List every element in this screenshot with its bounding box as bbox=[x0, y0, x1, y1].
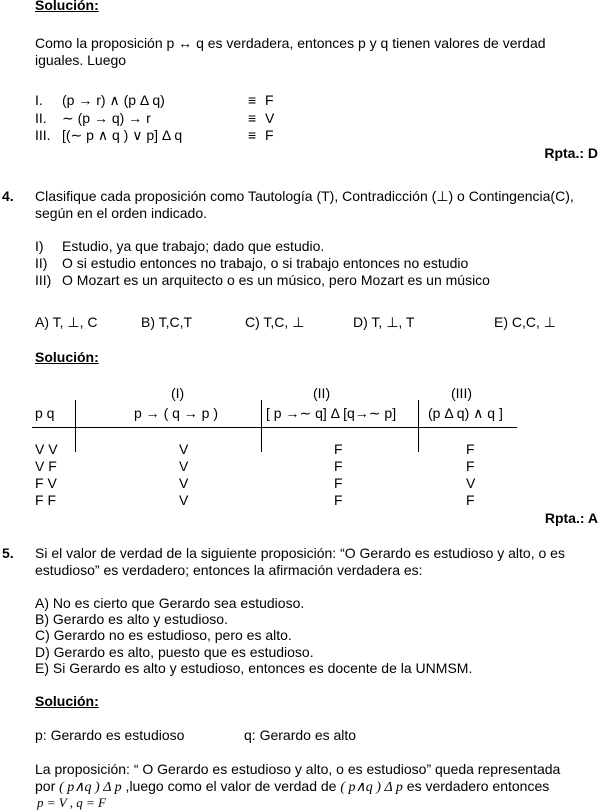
table-cell: F bbox=[466, 492, 475, 508]
paragraph-line: iguales. Luego bbox=[35, 52, 127, 68]
table-cell: F bbox=[334, 492, 343, 508]
item-value: F bbox=[265, 92, 274, 108]
table-cell: V bbox=[466, 475, 476, 491]
answer-option[interactable]: C) Gerardo no es estudioso, pero es alto. bbox=[35, 627, 292, 643]
paragraph-line: La proposición: “ O Gerardo es estudioso y alto, o es estudioso” queda representada bbox=[35, 761, 561, 777]
table-row-pq: F V bbox=[35, 475, 57, 491]
table-row-pq: V F bbox=[35, 458, 57, 474]
equivalence-sign: ≡ bbox=[248, 127, 257, 143]
answer-option[interactable]: B) T,C,T bbox=[141, 314, 193, 330]
item-expression: [(∼ p ∧ q ) ∨ p] Δ q bbox=[62, 127, 183, 143]
solucion-heading: Solución: bbox=[35, 349, 99, 365]
question-stem: Si el valor de verdad de la siguiente proposición: “O Gerardo es estudioso y alto, o es bbox=[35, 545, 565, 561]
question-number: 5. bbox=[2, 545, 14, 561]
variable-definition: p: Gerardo es estudioso bbox=[35, 727, 185, 743]
table-column-roman: (III) bbox=[451, 385, 472, 401]
question-stem: estudioso” es verdadero; entonces la afirmación verdadera es: bbox=[35, 562, 423, 578]
paragraph-text: ,luego como el valor de verdad de bbox=[121, 778, 341, 794]
item-number: I. bbox=[35, 92, 43, 108]
table-cell: V bbox=[179, 458, 189, 474]
question-stem: Clasifique cada proposición como Tautología (T), Contradicción (⊥) o Contingencia(C), bbox=[35, 188, 574, 204]
item-number: II. bbox=[35, 110, 47, 126]
equivalence-sign: ≡ bbox=[248, 92, 257, 108]
table-vertical-rule bbox=[261, 400, 262, 452]
table-cell: F bbox=[466, 458, 475, 474]
answer-option[interactable]: E) C,C, ⊥ bbox=[494, 314, 556, 330]
answer-label: Rpta.: D bbox=[544, 145, 598, 161]
proposition-text: O Mozart es un arquitecto o es un músico, pero Mozart es un músico bbox=[62, 272, 490, 288]
item-expression: ∼ (p → q) → r bbox=[62, 110, 151, 126]
table-horizontal-rule bbox=[32, 427, 517, 428]
table-vertical-rule bbox=[75, 400, 76, 452]
table-row-pq: V V bbox=[35, 441, 58, 457]
paragraph-line bbox=[35, 778, 549, 796]
answer-label: Rpta.: A bbox=[544, 510, 598, 526]
item-expression: (p → r) ∧ (p Δ q) bbox=[62, 92, 165, 108]
table-vertical-rule bbox=[418, 400, 419, 452]
formula-expression: ( p∧q ) Δ p bbox=[59, 780, 122, 795]
table-header-pq: p q bbox=[35, 405, 55, 421]
solucion-heading: Solución: bbox=[35, 693, 99, 709]
item-value: V bbox=[265, 110, 275, 126]
proposition-text: Estudio, ya que trabajo; dado que estudio. bbox=[62, 238, 325, 254]
proposition-number: II) bbox=[35, 255, 48, 271]
table-column-roman: (II) bbox=[313, 385, 331, 401]
paragraph-line: Como la proposición p ↔ q es verdadera, entonces p y q tienen valores de verdad bbox=[35, 35, 546, 51]
answer-option[interactable]: D) Gerardo es alto, puesto que es estudioso. bbox=[35, 644, 314, 660]
table-cell: F bbox=[334, 458, 343, 474]
answer-option[interactable]: A) No es cierto que Gerardo sea estudioso. bbox=[35, 595, 305, 611]
question-number: 4. bbox=[2, 188, 14, 204]
solucion-heading: Solución: bbox=[35, 0, 99, 13]
table-header-expression: p → ( q → p ) bbox=[134, 405, 219, 421]
table-column-roman: (I) bbox=[171, 385, 185, 401]
item-value: F bbox=[265, 127, 274, 143]
question-stem: según en el orden indicado. bbox=[35, 205, 208, 221]
table-header-expression: [ p →∼ q] Δ [q→∼ p] bbox=[266, 405, 397, 421]
table-cell: V bbox=[179, 492, 189, 508]
answer-option[interactable]: C) T,C, ⊥ bbox=[245, 314, 305, 330]
proposition-number: III) bbox=[35, 272, 52, 288]
paragraph-text: por bbox=[35, 778, 60, 794]
variable-definition: q: Gerardo es alto bbox=[244, 727, 357, 743]
table-row-pq: F F bbox=[35, 492, 56, 508]
formula-expression: ( p∧q ) Δ p bbox=[340, 780, 403, 795]
formula-expression: p = V , q = F bbox=[37, 795, 106, 810]
answer-option[interactable]: B) Gerardo es alto y estudioso. bbox=[35, 611, 228, 627]
answer-option[interactable]: E) Si Gerardo es alto y estudioso, entonces es docente de la UNMSM. bbox=[35, 660, 473, 676]
table-cell: F bbox=[334, 441, 343, 457]
paragraph-text: es verdadero entonces bbox=[402, 778, 550, 794]
table-cell: V bbox=[179, 475, 189, 491]
table-cell: V bbox=[179, 441, 189, 457]
proposition-number: I) bbox=[35, 238, 44, 254]
answer-option[interactable]: D) T, ⊥, T bbox=[353, 314, 415, 330]
table-cell: F bbox=[334, 475, 343, 491]
equivalence-sign: ≡ bbox=[248, 110, 257, 126]
proposition-text: O si estudio entonces no trabajo, o si trabajo entonces no estudio bbox=[62, 255, 469, 271]
table-header-expression: (p Δ q) ∧ q ] bbox=[428, 405, 503, 421]
table-cell: F bbox=[466, 441, 475, 457]
answer-option[interactable]: A) T, ⊥, C bbox=[35, 314, 98, 330]
item-number: III. bbox=[35, 127, 51, 143]
